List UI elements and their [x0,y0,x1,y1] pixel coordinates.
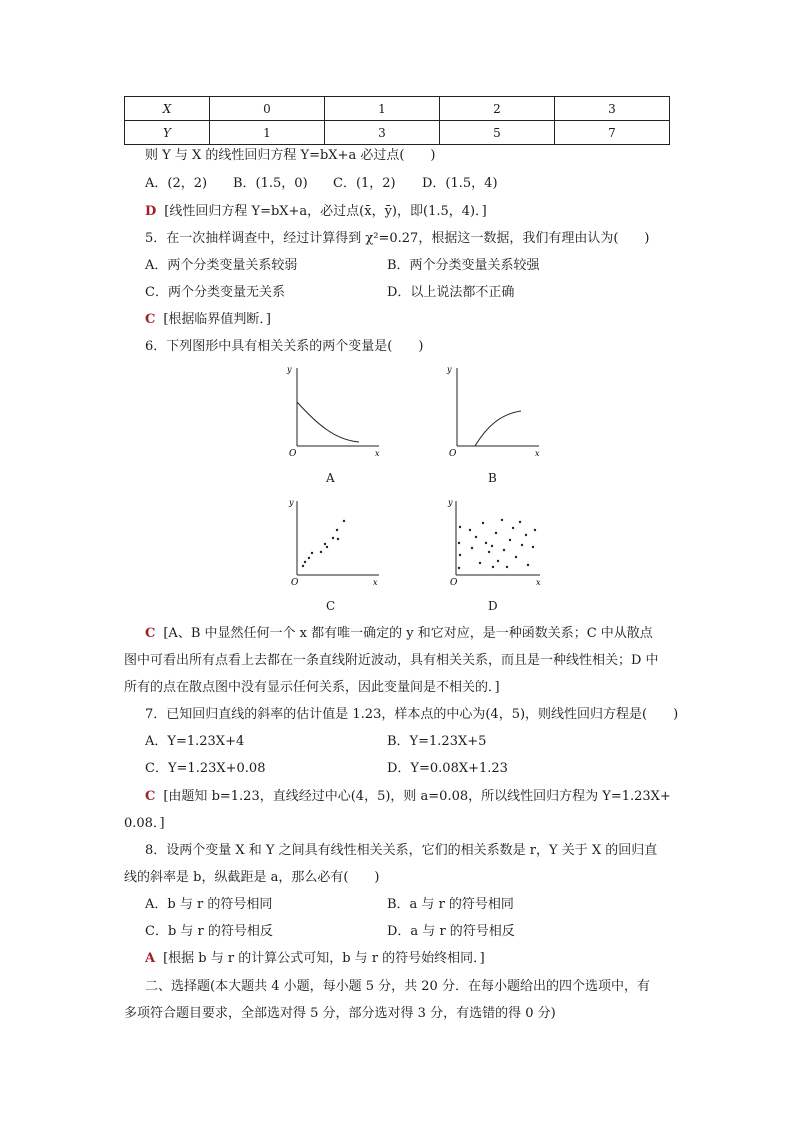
q8-option-a: A．b 与 r 的符号相同 [145,897,273,912]
table-cell: 1 [325,97,440,121]
origin-label: O [291,578,299,588]
q5-answer: C [145,312,156,327]
table-cell: 1 [210,121,325,145]
q8-stem-1: 8．设两个变量 X 和 Y 之间具有线性相关关系，它们的相关系数是 r，Y 关于 X 的回归直 [145,843,658,858]
origin-label: O [449,449,457,459]
q6-answer-line [145,624,653,644]
q7-explanation-1: [由题知 b=1.23，直线经过中心(4，5)，则 a=0.08，所以线性回归方程为 Y=1.23X+ [163,789,671,804]
q4-answer-line [145,202,487,222]
q4-stem: 则 Y 与 X 的线性回归方程 Y=bX+a 必过点( ) [145,148,436,163]
q6-explanation-2: 图中可看出所有点看上去都在一条直线附近波动，具有相关关系，而且是一种线性相关；D 中 [124,653,659,668]
q7-option-a: A．Y=1.23X+4 [145,734,245,749]
q5-option-a: A．两个分类变量关系较弱 [145,258,298,273]
axis-label-y: y [448,498,453,507]
q4-option-d: D．(1.5，4) [422,176,498,191]
q7-stem: 7．已知回归直线的斜率的估计值是 1.23，样本点的中心为(4，5)，则线性回归方程是( ) [145,707,679,722]
q8-option-c: C．b 与 r 的符号相反 [145,924,273,939]
figure-d-caption: D [488,599,498,613]
q5-option-c: C．两个分类变量无关系 [145,285,285,300]
q5-explanation: [根据临界值判断．] [163,312,272,327]
table-header-y: Y [125,121,210,145]
figure-c-caption: C [326,599,336,613]
figure-d-scatter [446,495,546,590]
section2-heading-1: 二、选择题(本大题共 4 小题，每小题 5 分，共 20 分．在每小题给出的四个选项中，有 [145,979,650,994]
q4-answer: D [145,204,157,219]
table-cell: 2 [440,97,555,121]
figure-b-graph [443,362,543,460]
q8-option-d: D．a 与 r 的符号相反 [387,924,515,939]
table-cell: 0 [210,97,325,121]
q5-option-d: D．以上说法都不正确 [387,285,515,300]
q8-answer: A [145,951,156,966]
q5-answer-line [145,310,271,330]
axis-label-y: y [287,365,292,374]
q5-stem: 5．在一次抽样调查中，经过计算得到 χ²=0.27，根据这一数据，我们有理由认为( ) [145,231,650,246]
q7-option-d: D．Y=0.08X+1.23 [387,761,508,776]
increasing-curve [475,411,521,446]
origin-label: O [450,578,458,588]
scatter-points [302,520,345,567]
q8-answer-line [145,949,485,969]
q4-explanation: [线性回归方程 Y=bX+a，必过点(x̄，ȳ)，即(1.5，4)．] [164,204,487,219]
figure-a-caption: A [326,471,335,485]
axis-label-x: x [373,578,378,587]
q4-option-c: C．(1，2) [333,176,396,191]
axis-label-x: x [375,449,380,458]
q5-option-b: B．两个分类变量关系较强 [387,258,540,273]
table-cell: 7 [555,121,670,145]
q4-option-b: B．(1.5，0) [233,176,308,191]
q6-explanation-1: [A、B 中显然任何一个 x 都有唯一确定的 y 和它对应，是一种函数关系；C 中从散点 [163,626,653,641]
q7-option-c: C．Y=1.23X+0.08 [145,761,266,776]
scatter-points [458,519,536,569]
q7-answer-line [145,787,671,807]
q7-answer: C [145,789,156,804]
section2-heading-2: 多项符合题目要求，全部选对得 5 分，部分选对得 3 分，有选错的得 0 分) [124,1006,556,1021]
table-row [125,121,670,145]
table-header-x: X [125,97,210,121]
figure-c-scatter [287,495,387,590]
q7-option-b: B．Y=1.23X+5 [387,734,487,749]
q8-stem-2: 线的斜率是 b，纵截距是 a，那么必有( ) [124,870,380,885]
q7-explanation-2: 0.08．] [124,816,165,831]
q8-option-b: B．a 与 r 的符号相同 [387,897,514,912]
decreasing-curve [297,402,359,442]
axis-label-x: x [535,449,540,458]
table-cell: 5 [440,121,555,145]
axis-label-y: y [289,498,294,507]
q4-option-a: A．(2，2) [145,176,208,191]
axis-label-x: x [536,578,541,587]
q6-explanation-3: 所有的点在散点图中没有显示任何关系，因此变量间是不相关的．] [124,680,500,695]
q8-explanation: [根据 b 与 r 的计算公式可知，b 与 r 的符号始终相同．] [163,951,485,966]
axis-label-y: y [447,365,452,374]
table-cell: 3 [555,97,670,121]
table-row [125,97,670,121]
q6-stem: 6．下列图形中具有相关关系的两个变量是( ) [145,339,424,354]
origin-label: O [289,449,297,459]
table-cell: 3 [325,121,440,145]
data-table [124,96,670,145]
figure-b-caption: B [488,471,497,485]
figure-a-graph [283,362,383,460]
q6-answer: C [145,626,156,641]
